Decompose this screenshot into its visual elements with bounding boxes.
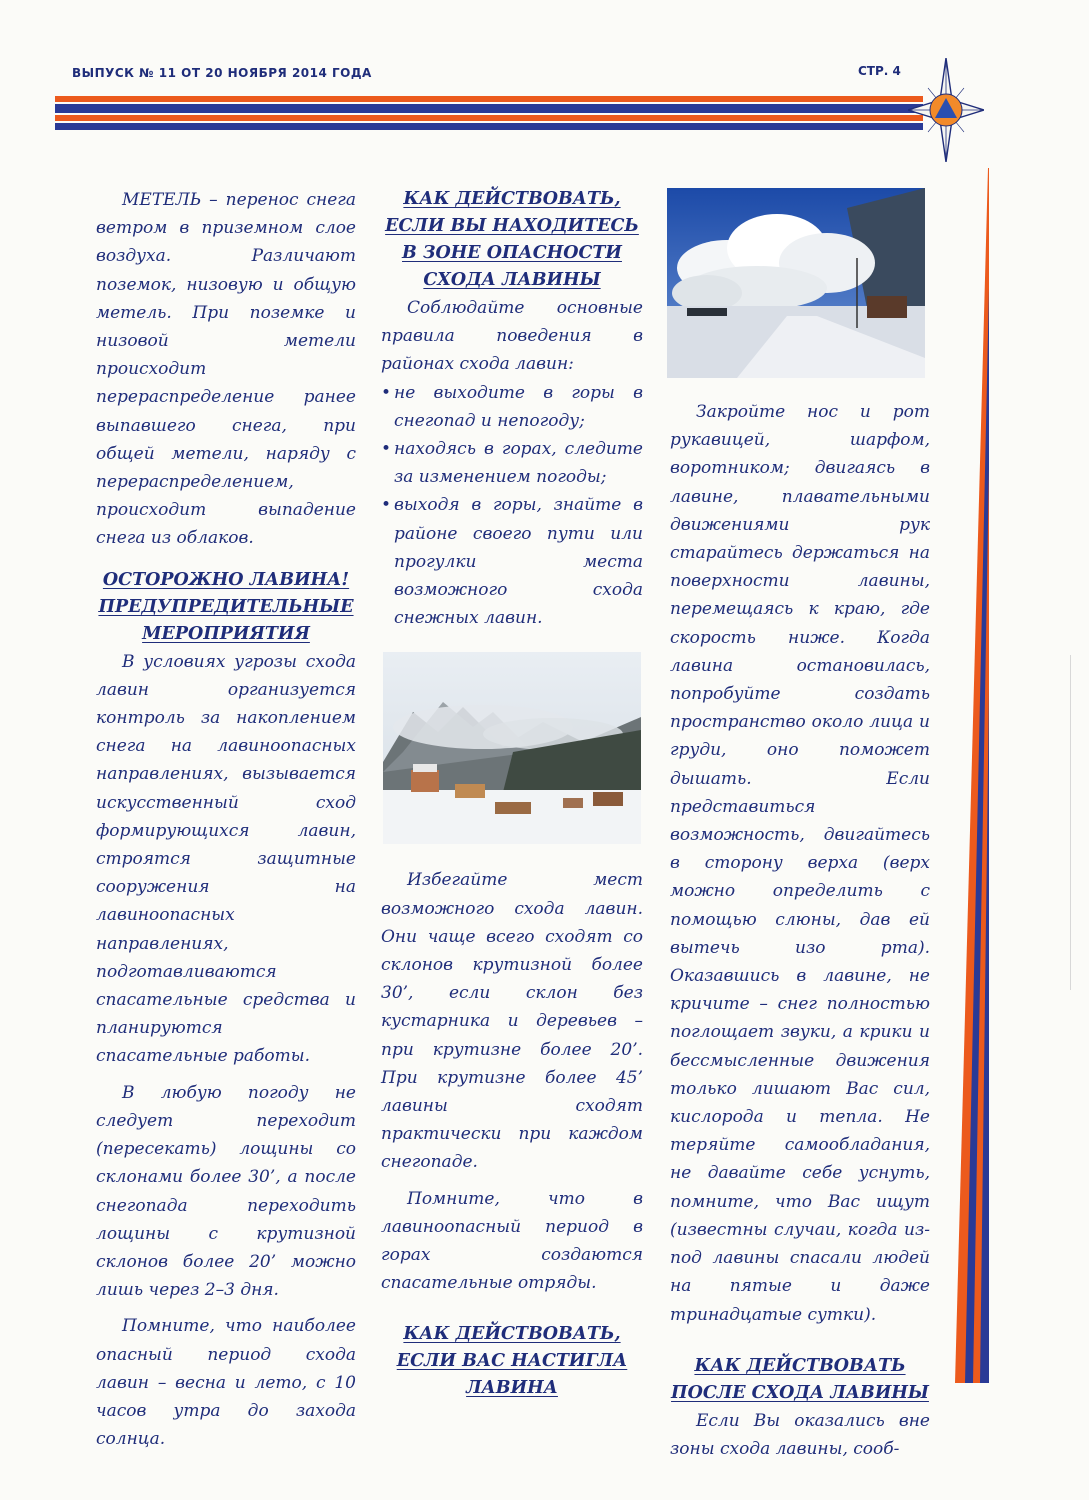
- column-right: [670, 186, 930, 1463]
- avalanche-survival-paragraph: Закройте нос и рот рукавицей, шарфом, воротником; двигаясь в лавине, плавательными движениями рук старайтесь держаться на поверхности лавины, перемещаясь к краю, где скорость ниже. Когда лавина остановилась, попробуйте создать пространство около лица и груди, оно поможет дышать. Если представиться возможность, двигайтесь в сторону верха (верх можно определить с помощью слюны, дав ей вытечь изо рта). Оказавшись в лавине, не кричите – снег полностью поглощает звуки, а крики и бессмысленные движения только лишают Вас сил, кислорода и тепла. Не теряйте самообладания, не давайте себе уснуть, помните, что Вас ищут (известны случаи, когда из-под лавины спасали людей на пятые и даже тринадцатые сутки).: [670, 402, 930, 1325]
- list-item: • не выходите в горы в снегопад и непогоду;: [381, 379, 643, 435]
- header-stripes: [55, 96, 923, 130]
- danger-period-paragraph: Помните, что наиболее опасный период схода лавин – весна и лето, с 10 часов утра до захода солнца.: [96, 1316, 356, 1450]
- page-number: СТР. 4: [858, 64, 901, 78]
- caught-by-avalanche-heading: КАК ДЕЙСТВОВАТЬ, ЕСЛИ ВАС НАСТИГЛА ЛАВИНА: [396, 1324, 628, 1399]
- list-item: • выходя в горы, знайте в районе своего пути или прогулки места возможного схода снежных лавин.: [381, 491, 643, 632]
- rescue-teams-paragraph: Помните, что в лавиноопасный период в горах создаются спасательные отряды.: [381, 1188, 643, 1294]
- avoid-slopes-paragraph: Избегайте мест возможного схода лавин. Они чаще всего сходят со склонов крутизной более 30’, если склон без кустарника и деревьев – при крутизне более 20’. При крутизне более 45’ лавины сходят практически при каждом снегопаде.: [381, 870, 643, 1173]
- emblem-star-icon: [908, 58, 984, 162]
- snowy-village-photo: [383, 652, 641, 844]
- rules-intro: Соблюдайте основные правила поведения в районах схода лавин:: [381, 298, 643, 375]
- avalanche-warning-heading: ОСТОРОЖНО ЛАВИНА! ПРЕДУПРЕДИТЕЛЬНЫЕ МЕРОПРИЯТИЯ: [98, 569, 354, 644]
- rules-list: [381, 379, 643, 633]
- after-avalanche-heading: КАК ДЕЙСТВОВАТЬ ПОСЛЕ СХОДА ЛАВИНЫ: [671, 1355, 929, 1403]
- column-left: [96, 186, 356, 1453]
- issue-header: ВЫПУСК № 11 ОТ 20 НОЯБРЯ 2014 ГОДА: [72, 66, 372, 80]
- preventive-measures-paragraph: В условиях угрозы схода лавин организуется контроль за накоплением снега на лавиноопасных направлениях, вызывается искусственный сход формирующихся лавин, строятся защитные сооружения на лавиноопасных направлениях, подготавливаются спасательные средства и планируются спасательные работы.: [96, 651, 356, 1067]
- metel-paragraph: МЕТЕЛЬ – перенос снега ветром в приземном слое воздуха. Различают поземок, низовую и общую метель. При поземке и низовой метели происходит перераспределение ранее выпавшего снега, при общей метели, наряду с перераспределением, происходит выпадение снега из облаков.: [96, 190, 356, 549]
- danger-zone-heading: КАК ДЕЙСТВОВАТЬ, ЕСЛИ ВЫ НАХОДИТЕСЬ В ЗОНЕ ОПАСНОСТИ СХОДА ЛАВИНЫ: [385, 189, 639, 290]
- crossing-rules-paragraph: В любую погоду не следует переходит (пересекать) лощины со склонами более 30’, а после снегопада переходить лощины с крутизной склонов более 20’ можно лишь через 2–3 дня.: [96, 1082, 356, 1301]
- outside-zone-paragraph: Если Вы оказались вне зоны схода лавины, сооб-: [670, 1410, 930, 1459]
- avalanche-cloud-photo: [667, 188, 925, 378]
- vertical-accent-bar: [955, 168, 989, 1383]
- list-item: • находясь в горах, следите за изменением погоды;: [381, 435, 643, 491]
- column-middle: [381, 186, 643, 1402]
- page-edge-tab: [1070, 655, 1089, 990]
